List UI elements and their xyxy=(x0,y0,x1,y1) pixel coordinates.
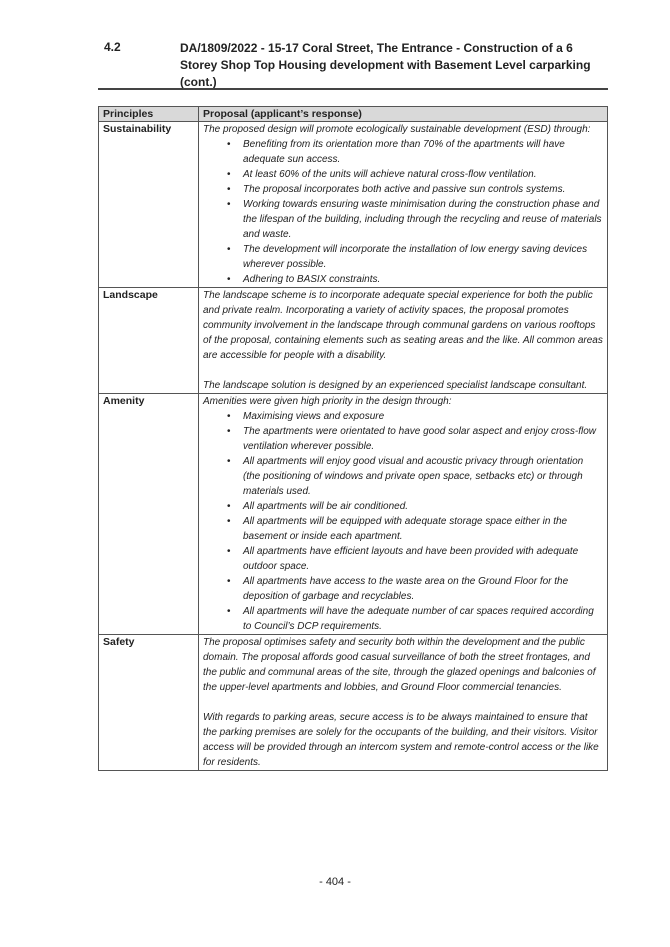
page-number: - 404 - xyxy=(319,876,351,888)
table-row-amenity xyxy=(99,394,608,635)
list-item: • All apartments have efficient layouts and have been provided with adequate outdoor space. xyxy=(243,544,603,574)
proposal-cell xyxy=(199,635,608,771)
table-row-safety xyxy=(99,635,608,771)
table-row-landscape xyxy=(99,288,608,394)
proposal-bullet-list xyxy=(203,409,603,634)
list-item: • Maximising views and exposure xyxy=(243,409,603,424)
proposal-paragraph: The proposal optimises safety and security both within the development and the public domain. The proposal affords good casual surveillance of both the street frontages, and the public and communal areas of the site, through the glazed openings and balconies of the upper-level apartments and lobbies, and Ground Floor commercial tenancies. xyxy=(203,637,596,693)
list-item: • At least 60% of the units will achieve natural cross-flow ventilation. xyxy=(243,167,603,182)
proposal-cell xyxy=(199,394,608,635)
principle-label: Safety xyxy=(99,635,199,771)
list-item: • All apartments will be equipped with adequate storage space either in the basement or inside each apartment. xyxy=(243,514,603,544)
proposal-intro: The proposed design will promote ecologically sustainable development (ESD) through: xyxy=(203,124,591,135)
principle-label: Amenity xyxy=(99,394,199,635)
list-item: • Benefiting from its orientation more than 70% of the apartments will have adequate sun access. xyxy=(243,137,603,167)
list-item: • The development will incorporate the installation of low energy saving devices wherever possible. xyxy=(243,242,603,272)
header-rule xyxy=(98,88,608,90)
section-number: 4.2 xyxy=(104,40,121,54)
proposal-cell xyxy=(199,122,608,288)
list-item: • Adhering to BASIX constraints. xyxy=(243,272,603,287)
proposal-intro: Amenities were given high priority in the design through: xyxy=(203,396,452,407)
list-item: • The proposal incorporates both active and passive sun controls systems. xyxy=(243,182,603,197)
list-item: • All apartments will be air conditioned. xyxy=(243,499,603,514)
table-row-sustainability xyxy=(99,122,608,288)
proposal-paragraph: With regards to parking areas, secure access is to be always maintained to ensure that the parking premises are solely for the occupants of the building, and their visitors. Visitor access will be provided through an intercom system and remote-control access or the like for residents. xyxy=(203,712,599,768)
list-item: • Working towards ensuring waste minimisation during the construction phase and the lifespan of the building, including through the recycling and reuse of materials and waste. xyxy=(243,197,603,242)
proposal-cell xyxy=(199,288,608,394)
list-item: • All apartments will have the adequate number of car spaces required according to Council’s DCP requirements. xyxy=(243,604,603,634)
column-header-principles: Principles xyxy=(99,107,199,122)
table-header-row xyxy=(99,107,608,122)
list-item: • The apartments were orientated to have good solar aspect and enjoy cross-flow ventilation wherever possible. xyxy=(243,424,603,454)
principle-label: Landscape xyxy=(99,288,199,394)
column-header-proposal: Proposal (applicant’s response) xyxy=(199,107,608,122)
principles-table xyxy=(98,106,608,771)
proposal-bullet-list xyxy=(203,137,603,287)
proposal-paragraph: The landscape scheme is to incorporate adequate special experience for both the public and private realm. Incorporating a variety of activity spaces, the proposal promotes community involvement in the landscape through communal gardens on various rooftops of the proposal, containing elements such as seating areas and the like. All common areas are accessible for people with a disability. xyxy=(203,290,603,361)
list-item: • All apartments have access to the waste area on the Ground Floor for the deposition of garbage and recyclables. xyxy=(243,574,603,604)
list-item: • All apartments will enjoy good visual and acoustic privacy through orientation (the positioning of windows and private open space, setbacks etc) or through materials used. xyxy=(243,454,603,499)
principle-label: Sustainability xyxy=(99,122,199,288)
proposal-paragraph: The landscape solution is designed by an experienced specialist landscape consultant. xyxy=(203,380,588,391)
section-title: DA/1809/2022 - 15-17 Coral Street, The Entrance - Construction of a 6 Storey Shop Top Housing development with Basement Level carparking (cont.) xyxy=(180,41,591,89)
